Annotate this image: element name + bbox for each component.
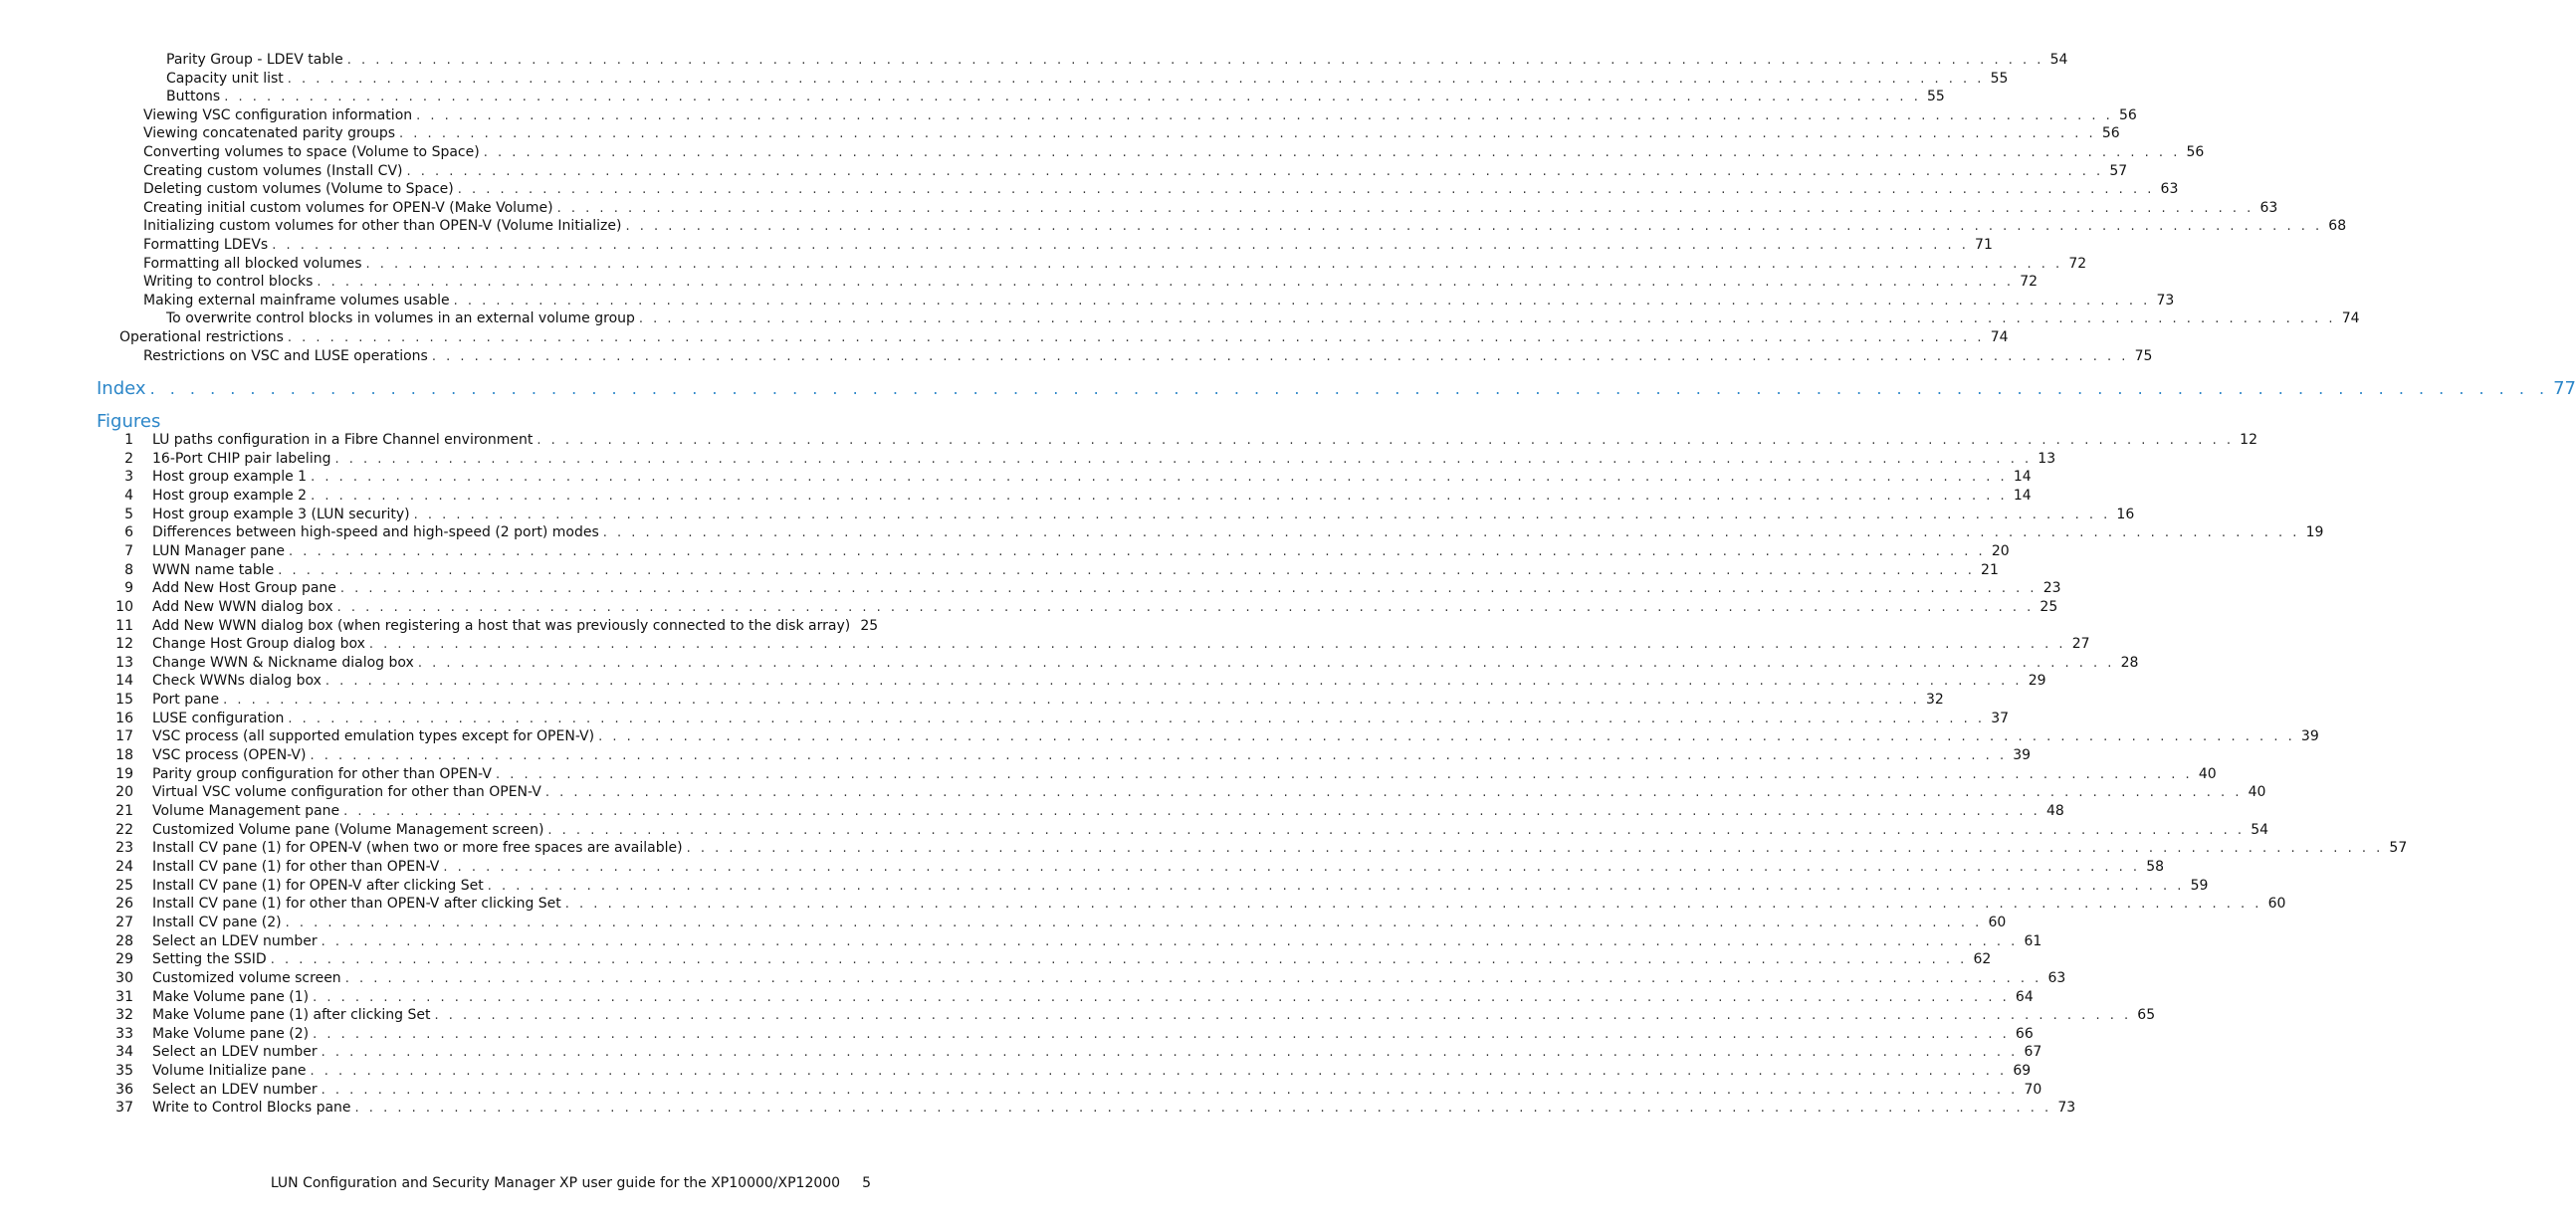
dot-leader: . . . . . . . . . . . . . . . . . . . . . . . . . . . . . . . . . . . . . . . . . . . . . . . . . . . . . . . . . . . . . . . . . . . . . . . . . . . . . . . . . . . . . . . . . . . . . . . . . . . . . . . . . . . . . . . . . . . . . . . . (346, 53, 2044, 68)
figure-entry-title: Add New WWN dialog box (152, 598, 333, 615)
toc-entry-title: Creating initial custom volumes for OPEN-V (Make Volume) (143, 199, 553, 216)
figure-entry-title: Install CV pane (1) for other than OPEN-V (152, 858, 440, 875)
figure-entry-title: Volume Management pane (152, 803, 340, 819)
toc-entry[interactable] (143, 273, 2039, 292)
dot-leader: . . . . . . . . . . . . . . . . . . . . . . . . . . . . . . . . . . . . . . . . . . . . . . . . . . . . . . . . . . . . . . . . . . . . . . . . . . . . . . . . . . . . . . . . . . . . . . . . . . . . . . . . . . . . . . . . . . . . . . . . (287, 71, 1985, 87)
figure-entry[interactable] (152, 746, 2032, 765)
dot-leader: . . . . . . . . . . . . . . . . . . . . . . . . . . . . . . . . . . . . . . . . . . . . . . . . . . . . . . . . . . . . . . . . . . . . . . . . . . . . . . . . . . . . . . . . . . . . . . . . . . . . . . . . . . . . . . . . . . . . . . . . (288, 711, 1986, 726)
toc-entry[interactable] (143, 255, 2087, 274)
figure-number: 16 (115, 710, 133, 726)
toc-entry[interactable] (166, 88, 1945, 106)
figure-number: 19 (115, 765, 133, 782)
dot-leader: . . . . . . . . . . . . . . . . . . . . . . . . . . . . . . . . . . . . . . . . . . . . . . . . . . . . . . . . . . . . . . . . . . . . . . . . . . . . . . . . . . . . . . . . . . . . . . . . . . . . . . . . . . . . . . . . . . . . . . . . (434, 1008, 2132, 1024)
figure-entry-title: Differences between high-speed and high-speed (2 port) modes (152, 524, 599, 541)
figure-entry-page: 25 (2039, 598, 2058, 615)
toc-entry[interactable] (143, 162, 2128, 181)
figure-entry-page: 23 (2042, 580, 2061, 597)
figure-entry-title: Select an LDEV number (152, 932, 318, 949)
dot-leader: . . . . . . . . . . . . . . . . . . . . . . . . . . . . . . . . . . . . . . . . . . . . . . . . . . . . . . . . . . . . . . . . . . . . . . . . . . . . . . . . . . . . . . . . . . . . . . . . . . . . . . . . . . . . . . . . . . . . . . . . (278, 562, 1975, 578)
footer-page-number: 5 (862, 1175, 871, 1191)
figure-entry-title: Add New WWN dialog box (when registering a host that was previously connected to the disk array) (152, 617, 851, 634)
toc-entry-title: Deleting custom volumes (Volume to Space) (143, 181, 454, 198)
figure-entry-title: Change Host Group dialog box (152, 636, 365, 653)
dot-leader: . . . . . . . . . . . . . . . . . . . . . . . . . . . . . . . . . . . . . . . . . . . . . . . . . . . . . . . . . . . . . . . . . . . . . . . . . . . . . . . . . . . . . . . . . . . . . . . . . . . . . . . . . . . . . . . . . . . . . . . . (270, 952, 1968, 968)
dot-leader: . . . . . . . . . . . . . . . . . . . . . . . . . . . . . . . . . . . . . . . . . . . . . . . . . . . . . . . . . . . . . . . . . . . . . . . . . . . . . . . . . . . . . . . . . . . . . . . . . . . . . . . . . . . . . . . . . . . . . . . . (149, 379, 2550, 398)
figure-number: 10 (115, 598, 133, 615)
dot-leader: . . . . . . . . . . . . . . . . . . . . . . . . . . . . . . . . . . . . . . . . . . . . . . . . . . . . . . . . . . . . . . . . . . . . . . . . . . . . . . . . . . . . . . . . . . . . . . . . . . . . . . . . . . . . . . . . . . . . . . . . (321, 1045, 2019, 1061)
figure-entry-title: Install CV pane (1) for OPEN-V (when two or more free spaces are available) (152, 840, 683, 857)
figure-entry-page: 70 (2024, 1081, 2042, 1098)
figure-entry-page: 73 (2057, 1100, 2076, 1117)
figure-entry[interactable] (152, 1043, 2042, 1062)
toc-entry-title: Viewing VSC configuration information (143, 106, 413, 123)
figure-entry-page: 65 (2137, 1007, 2156, 1024)
dot-leader: . . . . . . . . . . . . . . . . . . . . . . . . . . . . . . . . . . . . . . . . . . . . . . . . . . . . . . . . . . . . . . . . . . . . . . . . . . . . . . . . . . . . . . . . . . . . . . . . . . . . . . . . . . . . . . . . . . . . . . . . (368, 637, 2066, 653)
figure-entry[interactable] (152, 914, 2007, 932)
figure-number: 6 (124, 524, 133, 541)
figure-entry-page: 57 (2389, 840, 2408, 857)
figure-number: 4 (124, 487, 133, 504)
figure-entry-page: 14 (2013, 487, 2032, 504)
dot-leader: . . . . . . . . . . . . . . . . . . . . . . . . . . . . . . . . . . . . . . . . . . . . . . . . . . . . . . . . . . . . . . . . . . . . . . . . . . . . . . . . . . . . . . . . . . . . . . . . . . . . . . . . . . . . . . . . . . . . . . . . (406, 163, 2104, 179)
figure-entry[interactable] (152, 672, 2046, 691)
figure-number: 28 (115, 932, 133, 949)
figure-number: 1 (124, 432, 133, 448)
figure-entry[interactable] (152, 1081, 2042, 1100)
figure-entry-title: LUSE configuration (152, 710, 285, 726)
figure-entry-page: 67 (2024, 1044, 2042, 1061)
figure-number: 33 (115, 1025, 133, 1042)
dot-leader: . . . . . . . . . . . . . . . . . . . . . . . . . . . . . . . . . . . . . . . . . . . . . . . . . . . . . . . . . . . . . . . . . . . . . . . . . . . . . . . . . . . . . . . . . . . . . . . . . . . . . . . . . . . . . . . . . . . . . . . . (431, 348, 2129, 364)
figure-entry[interactable] (152, 691, 1944, 710)
figure-entry[interactable] (152, 1006, 2156, 1025)
toc-entry-page: 75 (2134, 347, 2153, 364)
figure-entry-page: 19 (2305, 524, 2324, 541)
dot-leader: . . . . . . . . . . . . . . . . . . . . . . . . . . . . . . . . . . . . . . . . . . . . . . . . . . . . . . . . . . . . . . . . . . . . . . . . . . . . . . . . . . . . . . . . . . . . . . . . . . . . . . . . . . . . . . . . . . . . . . . . (344, 970, 2042, 986)
figure-number: 11 (115, 617, 133, 634)
toc-entry[interactable] (143, 217, 2347, 236)
toc-entry[interactable] (143, 347, 2153, 366)
figure-entry-page: 60 (2267, 896, 2286, 913)
dot-leader: . . . . . . . . . . . . . . . . . . . . . . . . . . . . . . . . . . . . . . . . . . . . . . . . . . . . . . . . . . . . . . . . . . . . . . . . . . . . . . . . . . . . . . . . . . . . . . . . . . . . . . . . . . . . . . . . . . . . . . . . (287, 330, 1985, 345)
figure-entry-title: Port pane (152, 692, 220, 709)
figure-entry-title: Customized Volume pane (Volume Management screen) (152, 821, 544, 838)
dot-leader: . . . . . . . . . . . . . . . . . . . . . . . . . . . . . . . . . . . . . . . . . . . . . . . . . . . . . . . . . . . . . . . . . . . . . . . . . . . . . . . . . . . . . . . . . . . . . . . . . . . . . . . . . . . . . . . . . . . . . . . . (354, 1101, 2052, 1117)
figure-entry-title: Customized volume screen (152, 969, 341, 986)
figure-number: 27 (115, 914, 133, 930)
figure-entry-page: 58 (2146, 858, 2165, 875)
dot-leader: . . . . . . . . . . . . . . . . . . . . . . . . . . . . . . . . . . . . . . . . . . . . . . . . . . . . . . . . . . . . . . . . . . . . . . . . . . . . . . . . . . . . . . . . . . . . . . . . . . . . . . . . . . . . . . . . . . . . . . . . (313, 989, 2010, 1005)
figure-number: 17 (115, 728, 133, 745)
figure-number: 15 (115, 692, 133, 709)
figure-entry[interactable] (152, 932, 2042, 951)
figure-entry[interactable] (152, 1062, 2032, 1081)
figure-number: 3 (124, 469, 133, 486)
figure-entry[interactable] (152, 895, 2286, 914)
dot-leader: . . . . . . . . . . . . . . . . . . . . . . . . . . . . . . . . . . . . . . . . . . . . . . . . . . . . . . . . . . . . . . . . . . . . . . . . . . . . . . . . . . . . . . . . . . . . . . . . . . . . . . . . . . . . . . . . . . . . . . . . (686, 841, 2384, 857)
figure-entry-title: VSC process (all supported emulation types except for OPEN-V) (152, 728, 595, 745)
figure-entry-title: Make Volume pane (2) (152, 1025, 310, 1042)
figure-entry-title: VSC process (OPEN-V) (152, 747, 307, 764)
figure-number: 20 (115, 784, 133, 801)
dot-leader: . . . . . . . . . . . . . . . . . . . . . . . . . . . . . . . . . . . . . . . . . . . . . . . . . . . . . . . . . . . . . . . . . . . . . . . . . . . . . . . . . . . . . . . . . . . . . . . . . . . . . . . . . . . . . . . . . . . . . . . . (285, 915, 1983, 930)
figure-number: 21 (115, 803, 133, 819)
dot-leader: . . . . . . . . . . . . . . . . . . . . . . . . . . . . . . . . . . . . . . . . . . . . . . . . . . . . . . . . . . . . . . . . . . . . . . . . . . . . . . . . . . . . . . . . . . . . . . . . . . . . . . . . . . . . . . . . . . . . . . . . (399, 126, 2096, 142)
figure-entry-page: 21 (1981, 561, 1999, 578)
index-entry[interactable] (97, 378, 2576, 400)
figure-entry[interactable] (152, 431, 2257, 450)
toc-entry-title: Initializing custom volumes for other than OPEN-V (Volume Initialize) (143, 218, 622, 235)
figure-number: 30 (115, 969, 133, 986)
toc-entry-page: 63 (2160, 181, 2179, 198)
toc-entry[interactable] (143, 180, 2179, 199)
dot-leader: . . . . . . . . . . . . . . . . . . . . . . . . . . . . . . . . . . . . . . . . . . . . . . . . . . . . . . . . . . . . . . . . . . . . . . . . . . . . . . . . . . . . . . . . . . . . . . . . . . . . . . . . . . . . . . . . . . . . . . . . (310, 1064, 2008, 1080)
toc-entry-page: 56 (2101, 125, 2120, 142)
dot-leader: . . . . . . . . . . . . . . . . . . . . . . . . . . . . . . . . . . . . . . . . . . . . . . . . . . . . . . . . . . . . . . . . . . . . . . . . . . . . . . . . . . . . . . . . . . . . . . . . . . . . . . . . . . . . . . . . . . . . . . . . (416, 107, 2113, 123)
dot-leader: . . . . . . . . . . . . . . . . . . . . . . . . . . . . . . . . . . . . . . . . . . . . . . . . . . . . . . . . . . . . . . . . . . . . . . . . . . . . . . . . . . . . . . . . . . . . . . . . . . . . . . . . . . . . . . . . . . . . . . . . (544, 785, 2243, 801)
dot-leader: . . . . . . . . . . . . . . . . . . . . . . . . . . . . . . . . . . . . . . . . . . . . . . . . . . . . . . . . . . . . . . . . . . . . . . . . . . . . . . . . . . . . . . . . . . . . . . . . . . . . . . . . . . . . . . . . . . . . . . . . (339, 581, 2038, 597)
figure-entry[interactable] (152, 710, 2010, 728)
figures-heading: Figures (97, 411, 161, 432)
figure-entry[interactable] (152, 783, 2266, 802)
index-entry-page: 77 (2553, 378, 2576, 399)
figure-entry-page: 39 (2013, 747, 2032, 764)
dot-leader: . . . . . . . . . . . . . . . . . . . . . . . . . . . . . . . . . . . . . . . . . . . . . . . . . . . . . . . . . . . . . . . . . . . . . . . . . . . . . . . . . . . . . . . . . . . . . . . . . . . . . . . . . . . . . . . . . . . . . . . . (598, 729, 2295, 745)
figure-entry[interactable] (152, 617, 879, 636)
dot-leader: . . . . . . . . . . . . . . . . . . . . . . . . . . . . . . . . . . . . . . . . . . . . . . . . . . . . . . . . . . . . . . . . . . . . . . . . . . . . . . . . . . . . . . . . . . . . . . . . . . . . . . . . . . . . . . . . . . . . . . . . (311, 488, 2008, 504)
figure-entry[interactable] (152, 988, 2034, 1007)
figure-entry-page: 29 (2028, 673, 2046, 690)
dot-leader: . . . . . . . . . . . . . . . . . . . . . . . . . . . . . . . . . . . . . . . . . . . . . . . . . . . . . . . . . . . . . . . . . . . . . . . . . . . . . . . . . . . . . . . . . . . . . . . . . . . . . . . . . . . . . . . . . . . . . . . . (547, 822, 2246, 838)
figure-entry-page: 39 (2300, 728, 2319, 745)
figure-entry-title: WWN name table (152, 561, 275, 578)
dot-leader: . . . . . . . . . . . . . . . . . . . . . . . . . . . . . . . . . . . . . . . . . . . . . . . . . . . . . . . . . . . . . . . . . . . . . . . . . . . . . . . . . . . . . . . . . . . . . . . . . . . . . . . . . . . . . . . . . . . . . . . . (272, 238, 1969, 253)
figure-entry-title: LUN Manager pane (152, 542, 286, 559)
figure-entry[interactable] (152, 450, 2056, 469)
figure-entry-page: 28 (2120, 654, 2139, 671)
toc-entry-page: 56 (2118, 106, 2137, 123)
figure-entry-page: 59 (2190, 877, 2209, 894)
figure-entry[interactable] (152, 1099, 2076, 1118)
dot-leader: . . . . . . . . . . . . . . . . . . . . . . . . . . . . . . . . . . . . . . . . . . . . . . . . . . . . . . . . . . . . . . . . . . . . . . . . . . . . . . . . . . . . . . . . . . . . . . . . . . . . . . . . . . . . . . . . . . . . . . . . (334, 451, 2033, 467)
figure-entry-title: 16-Port CHIP pair labeling (152, 450, 331, 467)
figure-entry-title: Change WWN & Nickname dialog box (152, 654, 414, 671)
figure-entry-page: 37 (1991, 710, 2010, 726)
figure-number: 22 (115, 821, 133, 838)
figure-entry[interactable] (152, 468, 2032, 487)
dot-leader: . . . . . . . . . . . . . . . . . . . . . . . . . . . . . . . . . . . . . . . . . . . . . . . . . . . . . . . . . . . . . . . . . . . . . . . . . . . . . . . . . . . . . . . . . . . . . . . . . . . . . . . . . . . . . . . . . . . . . . . . (453, 293, 2151, 308)
figure-entry[interactable] (152, 765, 2217, 784)
figure-entry[interactable] (152, 561, 1999, 580)
toc-entry-title: Operational restrictions (119, 329, 284, 345)
figure-entry-page: 32 (1925, 692, 1944, 709)
figure-entry-page: 64 (2015, 988, 2034, 1005)
figure-entry[interactable] (152, 950, 1992, 969)
dot-leader: . . . . . . . . . . . . . . . . . . . . . . . . . . . . . . . . . . . . . . . . . . . . . . . . . . . . . . . . . . . . . . . . . . . . . . . . . . . . . . . . . . . . . . . . . . . . . . . . . . . . . . . . . . . . . . . . . . . . . . . . (487, 878, 2185, 894)
toc-entry-page: 74 (1990, 329, 2009, 345)
toc-entry-page: 68 (2328, 218, 2347, 235)
figure-entry[interactable] (152, 542, 2010, 561)
dot-leader: . . . . . . . . . . . . . . . . . . . . . . . . . . . . . . . . . . . . . . . . . . . . . . . . . . . . . . . . . . . . . . . . . . . . . . . . . . . . . . . . . . . . . . . . . . . . . . . . . . . . . . . . . . . . . . . . . . . . . . . . (289, 543, 1986, 559)
figure-entry[interactable] (152, 969, 2066, 988)
footer-document-title: LUN Configuration and Security Manager XP user guide for the XP10000/XP12000 (270, 1175, 841, 1191)
dot-leader: . . . . . . . . . . . . . . . . . . . . . . . . . . . . . . . . . . . . . . . . . . . . . . . . . . . . . . . . . . . . . . . . . . . . . . . . . . . . . . . . . . . . . . . . . . . . . . . . . . . . . . . . . . . . . . . . . . . . . . . . (223, 693, 1920, 709)
toc-entry-title: Buttons (166, 89, 221, 105)
figure-entry[interactable] (152, 654, 2139, 673)
dot-leader: . . . . . . . . . . . . . . . . . . . . . . . . . . . . . . . . . . . . . . . . . . . . . . . . . . . . . . . . . . . . . . . . . . . . . . . . . . . . . . . . . . . . . . . . . . . . . . . . . . . . . . . . . . . . . . . . . . . . . . . . (537, 433, 2234, 448)
figure-number: 9 (124, 580, 133, 597)
figure-entry-title: Host group example 1 (152, 469, 308, 486)
dot-leader: . . . . . . . . . . . . . . . . . . . . . . . . . . . . . . . . . . . . . . . . . . . . . . . . . . . . . . . . . . . . . . . . . . . . . . . . . . . . . . . . . . . . . . . . . . . . . . . . . . . . . . . . . . . . . . . . . . . . . . . . (417, 655, 2115, 671)
toc-entry-page: 54 (2049, 52, 2068, 68)
figure-entry-title: Setting the SSID (152, 951, 267, 968)
toc-entry[interactable] (143, 236, 1993, 255)
toc-entry-page: 55 (1927, 89, 1945, 105)
figure-number: 37 (115, 1100, 133, 1117)
figure-entry-title: Parity group configuration for other than OPEN-V (152, 765, 492, 782)
figure-number: 7 (124, 542, 133, 559)
figure-entry-title: Install CV pane (1) for OPEN-V after clicking Set (152, 877, 484, 894)
dot-leader: . . . . . . . . . . . . . . . . . . . . . . . . . . . . . . . . . . . . . . . . . . . . . . . . . . . . . . . . . . . . . . . . . . . . . . . . . . . . . . . . . . . . . . . . . . . . . . . . . . . . . . . . . . . . . . . . . . . . . . . . (564, 897, 2262, 913)
figure-entry-page: 12 (2240, 432, 2257, 448)
figure-entry[interactable] (152, 1025, 2034, 1044)
figure-entry-title: Host group example 2 (152, 487, 308, 504)
toc-entry-page: 72 (2068, 255, 2087, 272)
toc-entry-page: 74 (2341, 310, 2360, 327)
figure-entry-title: Add New Host Group pane (152, 580, 336, 597)
figure-entry-page: 25 (860, 617, 879, 634)
toc-entry[interactable] (119, 328, 2009, 347)
toc-entry[interactable] (166, 309, 2360, 328)
toc-entry-page: 56 (2186, 144, 2205, 160)
dot-leader: . . . . . . . . . . . . . . . . . . . . . . . . . . . . . . . . . . . . . . . . . . . . . . . . . . . . . . . . . . . . . . . . . . . . . . . . . . . . . . . . . . . . . . . . . . . . . . . . . . . . . . . . . . . . . . . . . . . . . . . . (317, 275, 2015, 291)
figure-entry-title: Install CV pane (1) for other than OPEN-V after clicking Set (152, 896, 561, 913)
figure-number: 36 (115, 1081, 133, 1098)
toc-entry-title: Making external mainframe volumes usable (143, 292, 450, 308)
figure-number: 25 (115, 877, 133, 894)
toc-entry-title: Creating custom volumes (Install CV) (143, 162, 403, 179)
figure-number: 23 (115, 840, 133, 857)
page-footer (271, 1174, 871, 1192)
dot-leader: . . . . . . . . . . . . . . . . . . . . . . . . . . . . . . . . . . . . . . . . . . . . . . . . . . . . . . . . . . . . . . . . . . . . . . . . . . . . . . . . . . . . . . . . . . . . . . . . . . . . . . . . . . . . . . . . . . . . . . . . (496, 766, 2193, 782)
figure-number: 29 (115, 951, 133, 968)
figure-entry-page: 63 (2047, 969, 2066, 986)
figure-number: 5 (124, 506, 133, 522)
dot-leader: . . . . . . . . . . . . . . . . . . . . . . . . . . . . . . . . . . . . . . . . . . . . . . . . . . . . . . . . . . . . . . . . . . . . . . . . . . . . . . . . . . . . . . . . . . . . . . . . . . . . . . . . . . . . . . . . . . . . . . . . (313, 1026, 2010, 1042)
figure-number: 26 (115, 896, 133, 913)
toc-entry-page: 57 (2109, 162, 2128, 179)
figure-entry[interactable] (152, 858, 2165, 877)
figure-entry[interactable] (152, 579, 2061, 598)
figure-entry-title: Select an LDEV number (152, 1081, 318, 1098)
toc-entry[interactable] (143, 292, 2175, 310)
figure-entry-title: Make Volume pane (1) after clicking Set (152, 1007, 431, 1024)
figure-entry[interactable] (152, 802, 2064, 821)
figure-entry-title: LU paths configuration in a Fibre Channel environment (152, 432, 534, 448)
toc-entry-title: Parity Group - LDEV table (166, 52, 343, 68)
toc-entry[interactable] (166, 51, 2068, 70)
toc-entry-title: Restrictions on VSC and LUSE operations (143, 347, 428, 364)
figure-entry[interactable] (152, 635, 2090, 654)
dot-leader: . . . . . . . . . . . . . . . . . . . . . . . . . . . . . . . . . . . . . . . . . . . . . . . . . . . . . . . . . . . . . . . . . . . . . . . . . . . . . . . . . . . . . . . . . . . . . . . . . . . . . . . . . . . . . . . . . . . . . . . . (602, 525, 2300, 541)
dot-leader: . . . . . . . . . . . . . . . . . . . . . . . . . . . . . . . . . . . . . . . . . . . . . . . . . . . . . . . . . . . . . . . . . . . . . . . . . . . . . . . . . . . . . . . . . . . . . . . . . . . . . . . . . . . . . . . . . . . . . . . . (365, 256, 2063, 272)
figure-number: 13 (115, 654, 133, 671)
figure-entry-title: Virtual VSC volume configuration for other than OPEN-V (152, 784, 541, 801)
toc-entry-title: Formatting all blocked volumes (143, 255, 362, 272)
figure-number: 32 (115, 1007, 133, 1024)
figure-entry[interactable] (152, 487, 2032, 506)
toc-entry[interactable] (143, 143, 2205, 162)
dot-leader: . . . . . . . . . . . . . . . . . . . . . . . . . . . . . . . . . . . . . . . . . . . . . . . . . . . . . . . . . . . . . . . . . . . . . . . . . . . . . . . . . . . . . . . . . . . . . . . . . . . . . . . . . . . . . . . . . . . . . . . . (324, 674, 2023, 690)
figure-entry-title: Select an LDEV number (152, 1044, 318, 1061)
figure-entry[interactable] (152, 821, 2269, 840)
toc-entry[interactable] (143, 106, 2137, 125)
figure-entry-page: 60 (1988, 914, 2007, 930)
dot-leader: . . . . . . . . . . . . . . . . . . . . . . . . . . . . . . . . . . . . . . . . . . . . . . . . . . . . . . . . . . . . . . . . . . . . . . . . . . . . . . . . . . . . . . . . . . . . . . . . . . . . . . . . . . . . . . . . . . . . . . . . (311, 470, 2008, 486)
figure-entry-page: 66 (2015, 1025, 2034, 1042)
dot-leader: . . . . . . . . . . . . . . . . . . . . . . . . . . . . . . . . . . . . . . . . . . . . . . . . . . . . . . . . . . . . . . . . . . . . . . . . . . . . . . . . . . . . . . . . . . . . . . . . . . . . . . . . . . . . . . . . . . . . . . . . (443, 859, 2141, 875)
dot-leader: . . . . . . . . . . . . . . . . . . . . . . . . . . . . . . . . . . . . . . . . . . . . . . . . . . . . . . . . . . . . . . . . . . . . . . . . . . . . . . . . . . . . . . . . . . . . . . . . . . . . . . . . . . . . . . . . . . . . . . . . (321, 1082, 2019, 1098)
dot-leader: . . . . . . . . . . . . . . . . . . . . . . . . . . . . . . . . . . . . . . . . . . . . . . . . . . . . . . . . . . . . . . . . . . . . . . . . . . . . . . . . . . . . . . . . . . . . . . . . . . . . . . . . . . . . . . . . . . . . . . . . (625, 219, 2323, 235)
toc-entry-title: Viewing concatenated parity groups (143, 125, 396, 142)
dot-leader: . . . . . . . . . . . . . . . . . . . . . . . . . . . . . . . . . . . . . . . . . . . . . . . . . . . . . . . . . . . . . . . . . . . . . . . . . . . . . . . . . . . . . . . . . . . . . . . . . . . . . . . . . . . . . . . . . . . . . . . . (336, 599, 2035, 615)
figure-number: 8 (124, 561, 133, 578)
figure-entry-page: 40 (2248, 784, 2266, 801)
figure-entry-page: 40 (2198, 765, 2217, 782)
figure-entry[interactable] (152, 598, 2058, 617)
figure-entry[interactable] (152, 506, 2135, 524)
figure-entry-page: 27 (2071, 636, 2090, 653)
figure-entry-page: 16 (2116, 506, 2135, 522)
figure-entry-title: Make Volume pane (1) (152, 988, 310, 1005)
figure-number: 12 (115, 636, 133, 653)
toc-entry[interactable] (143, 124, 2120, 143)
dot-leader: . . . . . . . . . . . . . . . . . . . . . . . . . . . . . . . . . . . . . . . . . . . . . . . . . . . . . . . . . . . . . . . . . . . . . . . . . . . . . . . . . . . . . . . . . . . . . . . . . . . . . . . . . . . . . . . . . . . . . . . . (457, 182, 2155, 198)
toc-entry-page: 55 (1990, 70, 2009, 87)
figure-entry-page: 69 (2013, 1063, 2032, 1080)
dot-leader: . . . . . . . . . . . . . . . . . . . . . . . . . . . . . . . . . . . . . . . . . . . . . . . . . . . . . . . . . . . . . . . . . . . . . . . . . . . . . . . . . . . . . . . . . . . . . . . . . . . . . . . . . . . . . . . . . . . . . . . . (321, 933, 2019, 949)
dot-leader: . . . . . . . . . . . . . . . . . . . . . . . . . . . . . . . . . . . . . . . . . . . . . . . . . . . . . . . . . . . . . . . . . . . . . . . . . . . . . . . . . . . . . . . . . . . . . . . . . . . . . . . . . . . . . . . . . . . . . . . . (638, 311, 2336, 327)
toc-entry-page: 63 (2259, 199, 2278, 216)
dot-leader: . . . . . . . . . . . . . . . . . . . . . . . . . . . . . . . . . . . . . . . . . . . . . . . . . . . . . . . . . . . . . . . . . . . . . . . . . . . . . . . . . . . . . . . . . . . . . . . . . . . . . . . . . . . . . . . . . . . . . . . . (310, 748, 2008, 764)
figure-entry-page: 20 (1991, 542, 2010, 559)
figure-entry[interactable] (152, 877, 2209, 896)
toc-entry-title: Writing to control blocks (143, 274, 314, 291)
figure-number: 34 (115, 1044, 133, 1061)
toc-entry-title: Capacity unit list (166, 70, 284, 87)
figure-entry-page: 48 (2045, 803, 2064, 819)
toc-entry-page: 73 (2156, 292, 2175, 308)
figure-number: 2 (124, 450, 133, 467)
figure-entry-page: 61 (2024, 932, 2042, 949)
figure-entry-page: 14 (2013, 469, 2032, 486)
figure-entry-page: 54 (2251, 821, 2269, 838)
figure-entry-page: 13 (2038, 450, 2056, 467)
figure-entry-page: 62 (1973, 951, 1992, 968)
dot-leader: . . . . . . . . . . . . . . . . . . . . . . . . . . . . . . . . . . . . . . . . . . . . . . . . . . . . . . . . . . . . . . . . . . . . . . . . . . . . . . . . . . . . . . . . . . . . . . . . . . . . . . . . . . . . . . . . . . . . . . . . (413, 507, 2111, 522)
figure-number: 18 (115, 747, 133, 764)
figure-entry-title: Check WWNs dialog box (152, 673, 322, 690)
toc-entry-title: Formatting LDEVs (143, 237, 269, 253)
toc-entry-title: To overwrite control blocks in volumes in an external volume group (166, 310, 635, 327)
figure-entry[interactable] (152, 727, 2319, 746)
figure-entry[interactable] (152, 839, 2408, 858)
index-entry-title: Index (97, 378, 146, 399)
figure-number: 35 (115, 1063, 133, 1080)
figure-entry-title: Write to Control Blocks pane (152, 1100, 351, 1117)
dot-leader: . . . . . . . . . . . . . . . . . . . . . . . . . . . . . . . . . . . . . . . . . . . . . . . . . . . . . . . . . . . . . . . . . . . . . . . . . . . . . . . . . . . . . . . . . . . . . . . . . . . . . . . . . . . . . . . . . . . . . . . . (483, 145, 2181, 160)
figure-number: 14 (115, 673, 133, 690)
dot-leader: . . . . . . . . . . . . . . . . . . . . . . . . . . . . . . . . . . . . . . . . . . . . . . . . . . . . . . . . . . . . . . . . . . . . . . . . . . . . . . . . . . . . . . . . . . . . . . . . . . . . . . . . . . . . . . . . . . . . . . . . (343, 804, 2040, 819)
figure-number: 31 (115, 988, 133, 1005)
figure-entry-title: Install CV pane (2) (152, 914, 282, 930)
figure-entry[interactable] (152, 523, 2324, 542)
toc-entry-page: 72 (2020, 274, 2039, 291)
toc-entry[interactable] (143, 199, 2278, 218)
toc-entry-title: Converting volumes to space (Volume to Space) (143, 144, 480, 160)
figure-entry-title: Host group example 3 (LUN security) (152, 506, 410, 522)
toc-entry[interactable] (166, 70, 2009, 89)
dot-leader: . . . . . . . . . . . . . . . . . . . . . . . . . . . . . . . . . . . . . . . . . . . . . . . . . . . . . . . . . . . . . . . . . . . . . . . . . . . . . . . . . . . . . . . . . . . . . . . . . . . . . . . . . . . . . . . . . . . . . . . . (224, 90, 1921, 105)
dot-leader: . . . . . . . . . . . . . . . . . . . . . . . . . . . . . . . . . . . . . . . . . . . . . . . . . . . . . . . . . . . . . . . . . . . . . . . . . . . . . . . . . . . . . . . . . . . . . . . . . . . . . . . . . . . . . . . . . . . . . . . . (556, 200, 2254, 216)
figure-number: 24 (115, 858, 133, 875)
figure-entry-title: Volume Initialize pane (152, 1063, 307, 1080)
toc-entry-page: 71 (1975, 237, 1993, 253)
